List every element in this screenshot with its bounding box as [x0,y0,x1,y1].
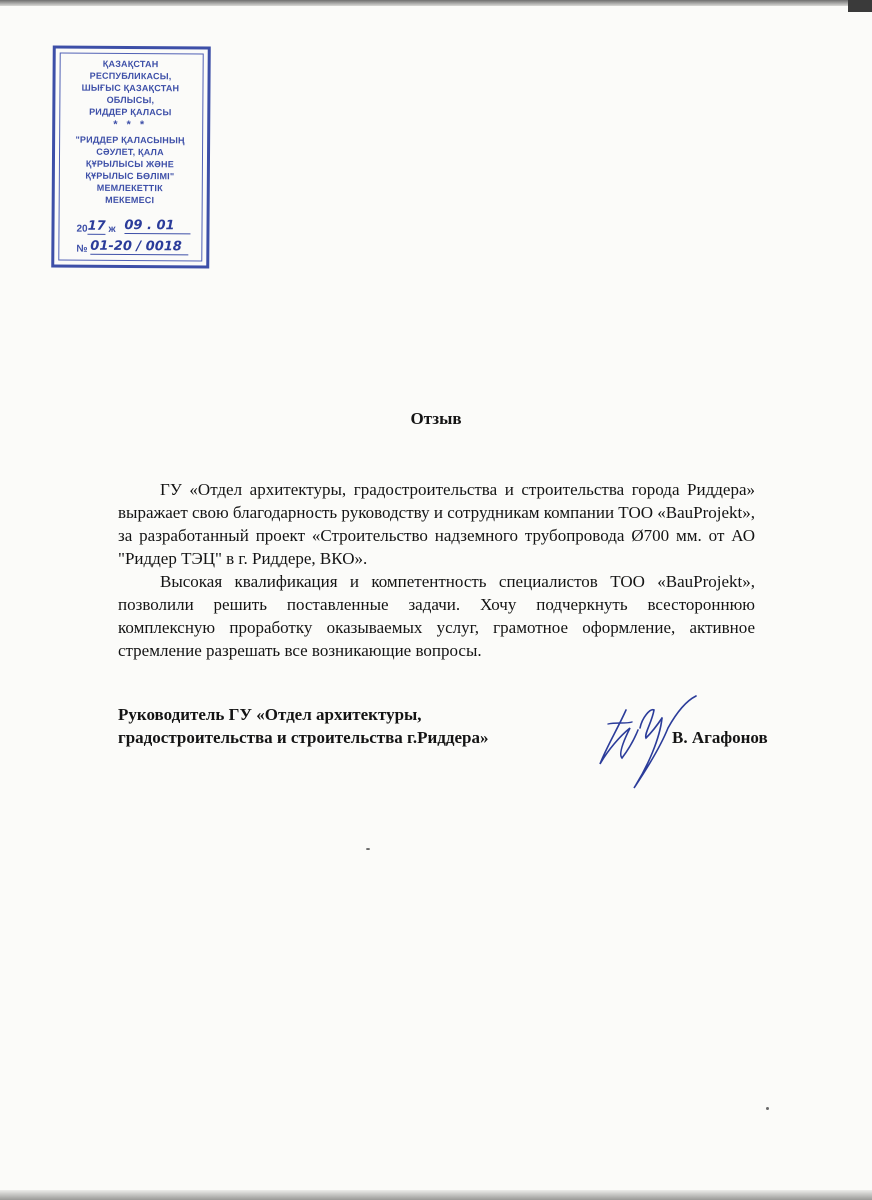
signatory-title [118,703,488,749]
stamp-line: РЕСПУБЛИКАСЫ, [89,70,172,82]
stamp-line: "РИДДЕР ҚАЛАСЫНЫҢ [75,134,185,146]
stamp-year-prefix: 20 [76,223,88,235]
signatory-title-line: градостроительства и строительства г.Риддера» [118,728,489,747]
stamp-date-row [76,217,190,238]
document-body [118,478,755,662]
stamp-line: ҚАЗАҚСТАН [102,58,159,70]
document-title: Отзыв [410,409,462,428]
registration-stamp [51,45,211,268]
stamp-line: МЕКЕМЕСІ [105,194,155,206]
scan-speck [766,1107,769,1110]
body-paragraph: Высокая квалификация и компетентность специалистов ТОО «BauProjekt», позволили решить поставленные задачи. Хочу подчеркнуть всестороннюю комплексную проработку оказываемых услуг, грамотное оформление, активное стремление разрешать все возникающие вопросы. [118,572,755,660]
stamp-number-handwritten: 01-20 / 0018 [90,239,188,256]
scan-bottom-edge [0,1190,872,1200]
stamp-year-handwritten: 17 [87,218,106,234]
signatory-name: В. Агафонов [672,728,768,747]
stamp-line: СӘУЛЕТ, ҚАЛА [96,146,164,158]
stamp-line: ШЫҒЫС ҚАЗАҚСТАН [81,82,180,94]
body-paragraph: ГУ «Отдел архитектуры, градостроительства и строительства города Риддера» выражает свою благодарность руководству и сотрудникам компании ТОО «BauProjekt», за разработанный проект «Строительство надземного трубопровода Ø700 мм. от АО "Риддер ТЭЦ" в г. Риддере, ВКО». [118,480,755,568]
stamp-date-handwritten: 09 . 01 [124,218,190,234]
scan-corner-mark [848,0,872,12]
stamp-line: ҚҰРЫЛЫСЫ ЖӘНЕ [85,158,175,170]
scan-speck [366,848,370,850]
stamp-line: МЕМЛЕКЕТТІК [96,182,163,194]
scan-top-edge [0,0,872,6]
stamp-number-prefix: № [76,243,88,255]
stamp-year-suffix: ж [108,223,116,235]
stamp-line: ОБЛЫСЫ, [106,94,155,106]
signatory-title-line: Руководитель ГУ «Отдел архитектуры, [118,705,422,724]
stamp-line: ҚҰРЫЛЫС БӨЛІМІ" [85,170,175,182]
stamp-stars: * * * [113,118,148,132]
stamp-line: РИДДЕР ҚАЛАСЫ [89,106,172,118]
stamp-number-row [76,238,188,258]
